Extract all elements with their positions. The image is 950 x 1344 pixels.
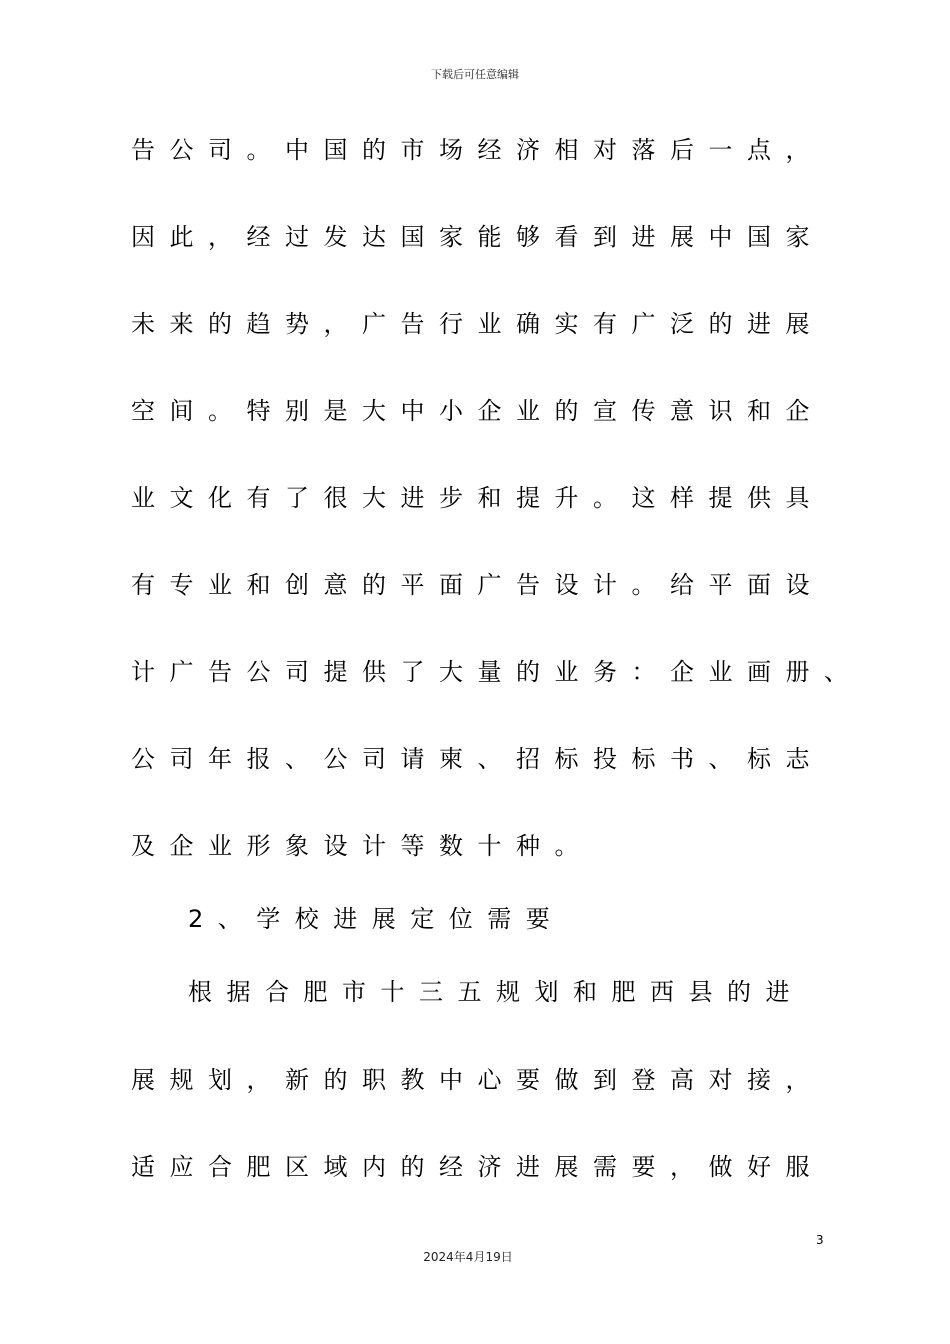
section-heading: 2、学校进展定位需要 bbox=[188, 905, 565, 933]
page-footer-date: 2024年4月19日 bbox=[423, 1250, 513, 1264]
body-line: 适应合肥区域内的经济进展需要，做好服 bbox=[131, 1153, 824, 1181]
page-number: 3 bbox=[816, 1233, 824, 1247]
body-line: 计广告公司提供了大量的业务：企业画册、 bbox=[131, 658, 863, 686]
page-header: 下载后可任意编辑 bbox=[431, 68, 519, 81]
body-line: 有专业和创意的平面广告设计。给平面设 bbox=[131, 571, 824, 599]
paragraph-first-line: 根据合肥市十三五规划和肥西县的进 bbox=[188, 978, 804, 1006]
body-line: 未来的趋势，广告行业确实有广泛的进展 bbox=[131, 310, 824, 338]
body-line: 因此，经过发达国家能够看到进展中国家 bbox=[131, 223, 824, 251]
body-line: 告公司。中国的市场经济相对落后一点， bbox=[131, 136, 824, 164]
body-line: 展规划，新的职教中心要做到登高对接， bbox=[131, 1066, 824, 1094]
body-line: 公司年报、公司请柬、招标投标书、标志 bbox=[131, 745, 824, 773]
body-line: 空间。特别是大中小企业的宣传意识和企 bbox=[131, 397, 824, 425]
body-line: 业文化有了很大进步和提升。这样提供具 bbox=[131, 484, 824, 512]
body-line: 及企业形象设计等数十种。 bbox=[131, 832, 593, 860]
